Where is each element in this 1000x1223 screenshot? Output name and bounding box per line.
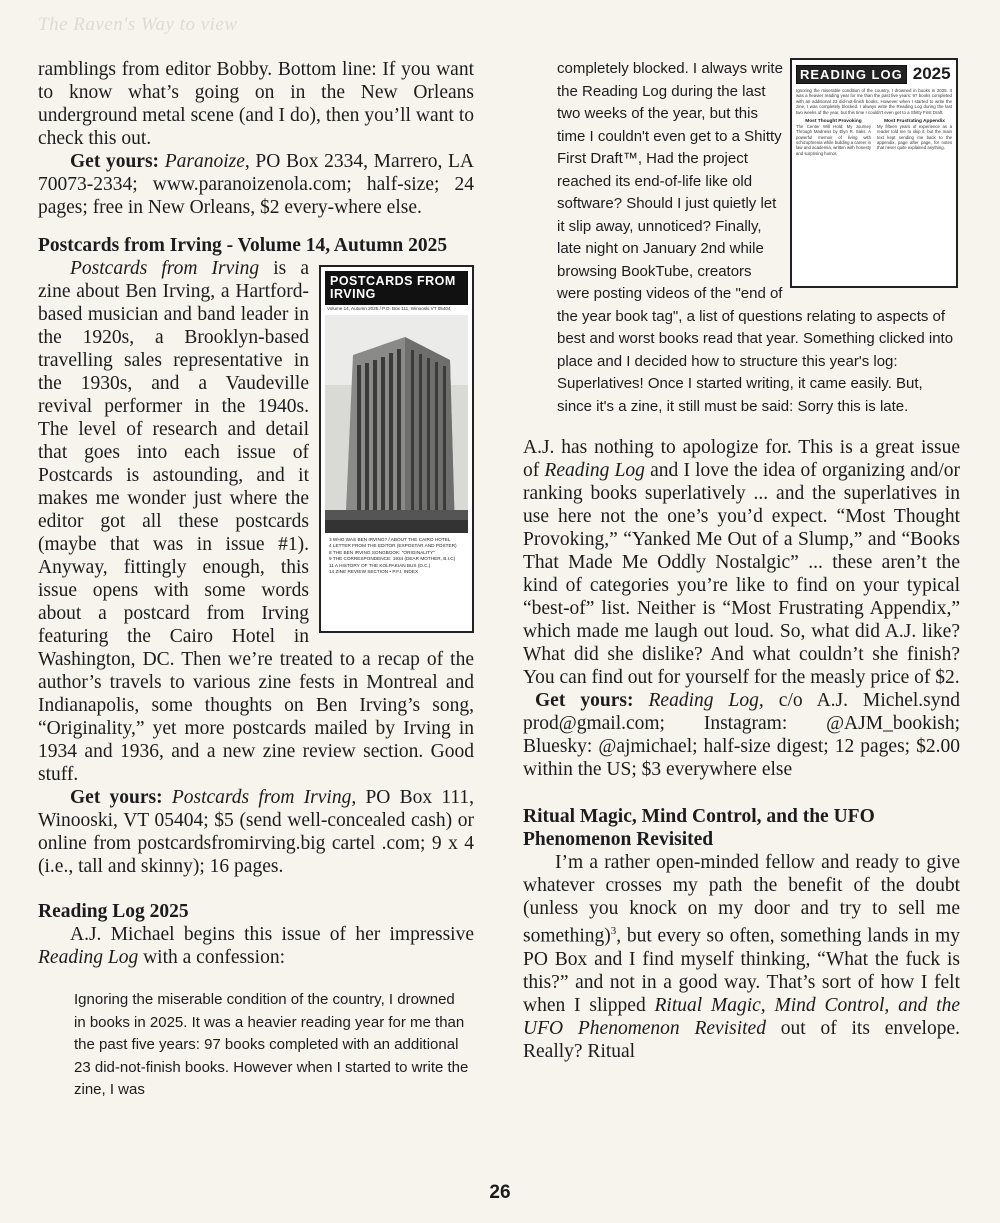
reading-log-intro: A.J. Michael begins this issue of her impressive Reading Log with a confession:	[38, 924, 474, 968]
reading-log-cover-intro: Ignoring the miserable condition of the country, I drowned in books in 2025. It was a heavier reading year for me than the past five years: 97 books completed with an additional 23 did-not-finish books. However when I started to write the zine, I was completely blocked. I always write the Reading Log during the last two weeks of the year, but this time I couldn't even get to a Shitty First Draft.	[796, 88, 952, 115]
ritual-magic-review: I’m a rather open-minded fellow and ready to give whatever crosses my path the benefit of the doubt (unless you knock on my door and try to sell me something)$^3$, but every so often, something lands in my PO Box and I find myself thinking, “What the fuck is this?” and not in a good way. That’s sort of how I felt when I slipped Ritual Magic, Mind Control, and the UFO Phenomenon Revisited out of its envelope. Really? Ritual	[523, 852, 961, 1062]
reading-log-cover-col2-head: Most Frustrating Appendix	[884, 119, 945, 125]
order-info: , PO Box 2334, Marrero, LA 70073-2334; www.paranoizenola.com; half-size; 24 pages; free in New Orleans, $2 every-where else.	[38, 151, 474, 218]
reading-log-cover-col1-head: Most Thought Provoking	[805, 119, 862, 125]
reading-log-quote-continued: completely blocked. I always write the Reading Log during the last two weeks of the year, but this time I couldn't even get to a Shitty First Draft™, Had the project reached its end-of-life like old software? Should I just quietly let it slip away, unnoticed? Finally, late night on January 2nd while browsing BookTube, creators were posting videos of the "end of the year book tag", a list of questions relating to aspects of best and worst books read that year. Something clicked into place and I decided how to structure this year's log: Superlatives! Once I started writing, it came easily. But, since it's a zine, it still must be said: Sorry this is late.	[557, 60, 954, 415]
paranoize-review-end: ramblings from editor Bobby. Bottom line: If you want to know what’s going on in the New Orleans underground metal scene (and I do), then you’ll want to check this out.	[38, 59, 474, 149]
left-column	[38, 58, 474, 1102]
order-info: PO Box 111, Winooski, VT 05404; $5 (send well-concealed cash) or online from postcardsfromirving.big cartel .com; 9 x 4 (i.e., tall and skinny); 16 pages.	[38, 787, 475, 877]
reading-log-cover-logo: READING LOG	[796, 65, 907, 84]
hotel-photo	[325, 315, 468, 533]
postcards-get-yours	[38, 786, 474, 878]
running-header: The Raven's Way to view	[38, 14, 238, 35]
reading-log-review: A.J. has nothing to apologize for. This is a great issue of Reading Log and I love the idea of organizing and/or ranking books superlatively ... and the superlatives in use here not the one’s you’d expect. “Most Thought Provoking,” “Yanked Me Out of a Slump,” and “Books That Made Me Oddly Nostalgic” ... these aren’t the kind of categories you’re like to find on your typical “best-of” list. Neither is “Most Frustrating Appendix,” which made me laugh out loud. So, what did A.J. like? What did she dislike? And what couldn’t she finish? You can find out for yourself for the measly price of $2.	[523, 437, 960, 688]
get-yours-label: Get yours:	[70, 787, 163, 808]
zine-title: Postcards from Irving,	[171, 787, 357, 808]
reading-log-get-yours	[523, 689, 960, 781]
reading-log-cover-col1-text: The Center Will Hold: My Journey Through Madness by Elyn R. Saks. A powerful memoir of living with schizophrenia while building a career in law and academia, written with honesty and surprising humor.	[796, 124, 872, 156]
get-yours-label: Get yours:	[535, 690, 634, 711]
order-info: c/o A.J. Michel.synd prod@gmail.com; Instagram: @AJM_bookish; Bluesky: @ajmichael; half-size digest; 12 pages; $2.00 within the US; $3 everywhere else	[523, 690, 960, 780]
zine-title: Postcards from Irving	[70, 258, 260, 279]
get-yours-label: Get yours:	[70, 151, 160, 172]
reading-log-cover-col2-text: My fifteen years of experience as a reader told me to skip it, but the main text kept sending me back to the appendix, page after page, for notes that never quite explained anything.	[877, 124, 952, 151]
postcards-review: Postcards from Irving is a zine about Ben Irving, a Hartford-based musician and band leader in the 1920s, a Brooklyn-based travelling sales representative in the 1930s, and a Vaudeville revival performer in the 1940s. The level of research and detail that goes into each issue of Postcards is astounding, and it makes me wonder just where the editor got all these postcards (maybe that was in issue #1). Anyway, fittingly enough, this issue opens with some words about a postcard from Irving featuring the Cairo Hotel in Washington, DC. Then we’re treated to a recap of the author’s travels to various zine fests in Montreal and Indianapolis, some thoughts on Ben Irving’s song, “Originality,” yet more postcards mailed by Irving in 1934 and 1936, and a new zine review section. Good stuff.	[38, 258, 474, 785]
zine-title: Paranoize	[164, 151, 245, 172]
zine-title: Reading Log,	[648, 690, 764, 711]
reading-log-cover-year: 2025	[912, 64, 951, 83]
postcards-cover-title: POSTCARDS FROM IRVING	[325, 271, 468, 305]
page-number: 26	[489, 1182, 511, 1203]
reading-log-heading: Reading Log 2025	[38, 901, 189, 922]
ritual-magic-heading: Ritual Magic, Mind Control, and the UFO Phenomenon Revisited	[523, 806, 875, 850]
paranoize-get-yours	[38, 150, 474, 219]
postcards-cover-subtitle: Volume 14, Autumn 2025 / P.O. Box 111, Winooski VT 05404	[327, 306, 451, 311]
reading-log-quote-start: Ignoring the miserable condition of the country, I drowned in books in 2025. It was a heavier reading year for me than the past five years: 97 books completed with an additional 23 did-not-finish books. However when I started to write the zine, I was	[74, 991, 469, 1098]
postcards-cover-image	[319, 265, 474, 633]
footnote-marker: 3	[610, 925, 617, 937]
postcards-heading: Postcards from Irving - Volume 14, Autumn 2025	[38, 235, 448, 256]
postcards-cover-contents: 3 WHO WAS BEN IRVING? / ABOUT THE CAIRO HOTEL 4 LETTER FROM THE EDITOR (EXPOSTAR AND POSTER) 8 THE BEN IRVING SONGBOOK: "ORIGINALITY" 9 THE CORRESPONDENCE: 1934 (DEAR MOTHER, B.I.C) 11 A HISTORY OF THE KOLPAKIAN BUS (D.C.) 14 ZINE REVIEW SECTION • P.F.I. INDEX	[329, 537, 457, 575]
reading-log-cover-image	[790, 58, 958, 288]
right-column	[523, 58, 960, 1063]
